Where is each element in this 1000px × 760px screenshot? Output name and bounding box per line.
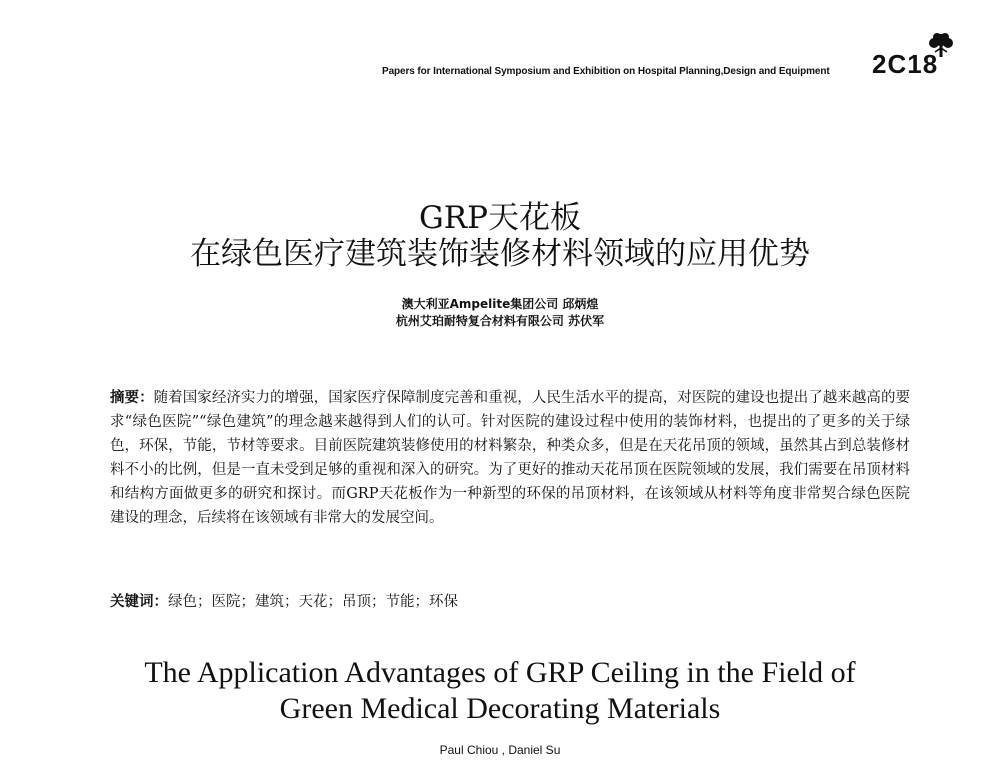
chinese-title-line1: GRP天花板 xyxy=(419,200,581,236)
conference-series-text: Papers for International Symposium and Exhibition on Hospital Planning,Design and Equipment xyxy=(382,66,830,77)
abstract-label: 摘要： xyxy=(110,390,154,406)
keywords-label: 关键词： xyxy=(110,594,168,610)
english-title-line1: The Application Advantages of GRP Ceiling in the Field of xyxy=(144,656,856,689)
keywords-text: 绿色；医院；建筑；天花；吊顶；节能；环保 xyxy=(168,594,458,610)
english-title xyxy=(0,655,1000,727)
chinese-title-line2: 在绿色医疗建筑装饰装修材料领域的应用优势 xyxy=(190,236,810,272)
chinese-author-line2: 杭州艾珀耐特复合材料有限公司 苏伏军 xyxy=(395,314,605,328)
abstract-text: 随着国家经济实力的增强，国家医疗保障制度完善和重视，人民生活水平的提高，对医院的建设也提出了越来越高的要求“绿色医院”“绿色建筑”的理念越来越得到人们的认可。针对医院的建设过程中使用的装饰材料，也提出的了更多的关于绿色，环保，节能，节材等要求。目前医院建筑装修使用的材料繁杂，种类众多，但是在天花吊顶的领域，虽然其占到总装修材料不小的比例，但是一直未受到足够的重视和深入的研究。为了更好的推动天花吊顶在医院领域的发展，我们需要在吊顶材料和结构方面做更多的研究和探讨。而GRP天花板作为一种新型的环保的吊顶材料，在该领域从材料等角度非常契合绿色医院建设的理念，后续将在该领域有非常大的发展空间。 xyxy=(110,390,910,526)
english-title-line2: Green Medical Decorating Materials xyxy=(279,692,721,725)
tree-icon xyxy=(926,32,956,58)
chinese-authors xyxy=(0,296,1000,330)
conference-year-logo xyxy=(872,44,962,84)
english-authors: Paul Chiou , Daniel Su xyxy=(439,743,561,757)
conference-year: 2C18 xyxy=(872,49,939,79)
keywords-line xyxy=(110,590,910,614)
chinese-author-line1: 澳大利亚Ampelite集团公司 邱炳煌 xyxy=(401,297,599,311)
page-header xyxy=(0,44,1000,84)
abstract-paragraph xyxy=(110,386,910,530)
chinese-title xyxy=(0,200,1000,272)
